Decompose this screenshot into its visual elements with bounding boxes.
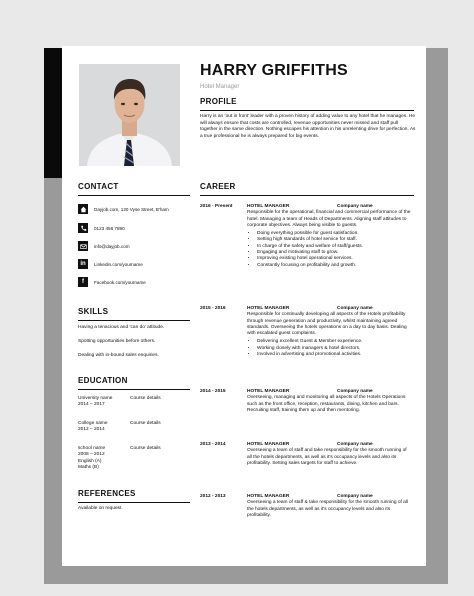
course-details: Course details xyxy=(130,446,161,451)
skill-item: Spotting opportunities before others. xyxy=(78,339,156,344)
job-period: 2016 - Present xyxy=(200,204,233,209)
company-name: Company name xyxy=(337,389,373,394)
contact-address-text: Dayjob.com, 120 Vyse Street, B'ham xyxy=(94,206,169,212)
skills-heading: SKILLS xyxy=(78,307,109,316)
job-description: Overseeing, managing and monitoring all aspects of the Hotels Operations such as the front office, reception, restaurants, dining, kitchen and bars. Recruiting staff, training them up and then mentoring. xyxy=(247,395,406,413)
candidate-name: HARRY GRIFFITHS xyxy=(200,62,348,79)
job-entry xyxy=(247,306,412,358)
course-details: Course details xyxy=(130,396,161,401)
job-period: 2014 - 2015 xyxy=(200,389,226,394)
job-entry xyxy=(247,389,412,414)
facebook-icon: f xyxy=(78,277,88,287)
job-bullets xyxy=(247,339,412,358)
job-bullet: • Improving existing hotel operational services. xyxy=(257,256,412,262)
bottom-gray-strip xyxy=(62,566,426,584)
job-bullet: • Delivering excellent Guest & Member experience. xyxy=(257,339,412,345)
contact-heading: CONTACT xyxy=(78,182,119,191)
education-heading: EDUCATION xyxy=(78,376,128,385)
company-name: Company name xyxy=(337,204,373,209)
contact-phone-text: 0123 456 7890 xyxy=(94,225,125,231)
course-details: Course details xyxy=(130,421,161,426)
grade: English (A) xyxy=(78,458,102,464)
school-name: University name xyxy=(78,396,113,401)
job-entry-title: HOTEL MANAGER xyxy=(247,494,290,499)
contact-email-text[interactable]: info@dayjob.com xyxy=(94,243,130,249)
company-name: Company name xyxy=(337,306,373,311)
contact-rule xyxy=(78,195,190,196)
linkedin-icon: in xyxy=(78,259,88,269)
education-entry xyxy=(78,396,161,409)
job-description: Overseeing a team of staff & take responsibility for the smooth running of all the hotels departments, as well as it’s occupancy levels and also its profitability. xyxy=(247,500,408,518)
contact-linkedin[interactable] xyxy=(78,259,143,269)
company-name: Company name xyxy=(337,494,373,499)
job-bullet: • In charge of the safety and welfare of staff/guests. xyxy=(257,244,412,250)
references-rule xyxy=(78,502,190,503)
skill-item: Dealing with in-bound sales enquiries. xyxy=(78,353,159,358)
contact-address xyxy=(78,204,169,214)
references-text: Available on request. xyxy=(78,506,123,511)
job-bullet: • Involved in advertising and promotional activities. xyxy=(257,352,412,358)
job-period: 2012 - 2013 xyxy=(200,494,226,499)
job-description: Overseeing a team of staff and take responsibility for the smooth running of all the hotels departments, as well as it’s occupancy levels and also its profitability. Setting sales targets for staff to achieve. xyxy=(247,448,407,466)
contact-facebook-text[interactable]: Facebook.com/yourname xyxy=(94,279,146,285)
school-name: school name xyxy=(78,446,106,451)
job-entry-title: HOTEL MANAGER xyxy=(247,389,290,394)
career-rule xyxy=(200,195,414,196)
skills-rule xyxy=(78,320,190,321)
job-bullet: • Doing everything possible for guest satisfaction. xyxy=(257,231,412,237)
job-entry xyxy=(247,204,412,269)
profile-rule xyxy=(200,110,414,111)
profile-text: Harry is an ‘out in front’ leader with a proven history of adding value to any hotel that he manages. He will always ensure that costs are controlled, revenue opportunities never missed and staff pull together in the same direction. Nothing escapes his attention in his unrelenting drive for perfection. As a true professional he is always prepared for big events. xyxy=(200,114,416,139)
contact-linkedin-text[interactable]: Linkedin.com/yourname xyxy=(94,261,143,267)
job-period: 2013 - 2014 xyxy=(200,442,226,447)
school-name: College name xyxy=(78,421,108,426)
contact-email[interactable] xyxy=(78,241,130,251)
school-dates: 2008 – 2012 xyxy=(78,452,105,458)
contact-phone xyxy=(78,223,125,233)
job-bullet: • Constantly focusing on profitability and growth. xyxy=(257,263,412,269)
job-entry-title: HOTEL MANAGER xyxy=(247,204,290,209)
grade: Maths (B) xyxy=(78,465,99,471)
profile-heading: PROFILE xyxy=(200,97,237,106)
references-heading: REFERENCES xyxy=(78,489,136,498)
contact-facebook[interactable] xyxy=(78,277,146,287)
job-period: 2015 - 2016 xyxy=(200,306,226,311)
company-name: Company name xyxy=(337,442,373,447)
phone-icon xyxy=(78,223,88,233)
job-entry-title: HOTEL MANAGER xyxy=(247,306,290,311)
skill-item: Having a tenacious and ‘can do’ attitude. xyxy=(78,325,165,330)
job-bullet: • Working closely with managers & hotel directors. xyxy=(257,346,412,352)
education-rule xyxy=(78,389,190,390)
education-entry xyxy=(78,421,161,434)
education-entry xyxy=(78,446,161,472)
job-description: Responsible for the operational, financial and commercial performance of the hotel. Managing a team of Heads of Departments. Aligning staff attitudes to corporate objectives. Always being visible to guests. xyxy=(247,210,411,228)
job-entry xyxy=(247,442,412,467)
job-description: Responsible for continually developing all aspects of the Hotels profitability through revenue generation and productivity, whilst maintaining agreed standards. Overseeing the hotels operations on a day to day basis. Dealing with escalated guest complaints. xyxy=(247,312,407,337)
job-entry xyxy=(247,494,412,519)
job-bullets xyxy=(247,231,412,269)
profile-photo xyxy=(79,64,180,166)
career-heading: CAREER xyxy=(200,182,236,191)
job-bullet: • Engaging and motivating staff to grow. xyxy=(257,250,412,256)
job-bullet: • Setting high standards of hotel service for staff. xyxy=(257,237,412,243)
school-dates: 2012 – 2014 xyxy=(78,427,105,433)
job-title: Hotel Manager xyxy=(200,84,240,90)
school-dates: 2014 – 2017 xyxy=(78,402,105,408)
home-icon xyxy=(78,204,88,214)
email-icon xyxy=(78,241,88,251)
job-entry-title: HOTEL MANAGER xyxy=(247,442,290,447)
